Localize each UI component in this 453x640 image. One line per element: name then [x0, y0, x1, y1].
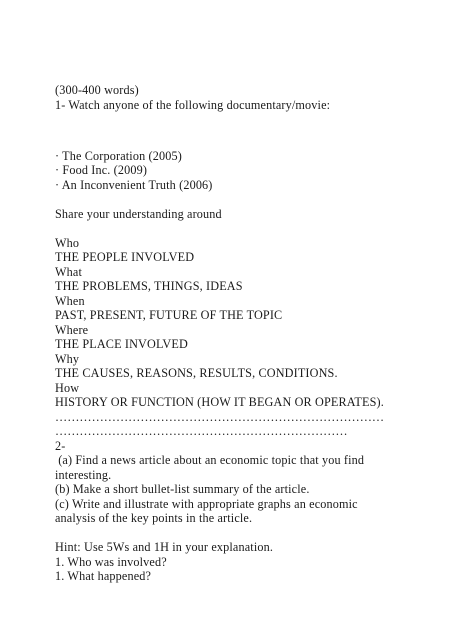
- task2-part-a: (a) Find a news article about an economic topic that you find: [55, 453, 365, 467]
- question-label: When: [55, 293, 85, 308]
- task2-part-c-cont: analysis of the key points in the article.: [55, 511, 253, 525]
- task2-part-b: (b) Make a short bullet-list summary of the article.: [55, 482, 310, 496]
- film-list: [55, 149, 425, 193]
- question-detail: HISTORY OR FUNCTION (HOW IT BEGAN OR OPERATES).: [55, 395, 384, 409]
- task2-heading: 2-: [55, 438, 66, 453]
- separator-dots: ………………………………………………………………………: [55, 409, 385, 424]
- question-detail: THE CAUSES, REASONS, RESULTS, CONDITIONS.: [55, 366, 338, 380]
- spacer: [55, 112, 425, 134]
- question-detail: THE PEOPLE INVOLVED: [55, 250, 195, 264]
- document-body: [55, 83, 425, 584]
- question-label: What: [55, 264, 82, 279]
- question-detail: THE PROBLEMS, THINGS, IDEAS: [55, 279, 243, 293]
- task1-heading: 1- Watch anyone of the following documentary/movie:: [55, 97, 331, 112]
- question-list: [55, 236, 425, 410]
- hint-text: Hint: Use 5Ws and 1H in your explanation.: [55, 540, 274, 554]
- task2-part-a-cont: interesting.: [55, 467, 112, 482]
- question-label: Why: [55, 351, 80, 366]
- hint-item: 1. What happened?: [55, 569, 152, 583]
- question-label: How: [55, 380, 80, 395]
- question-label: Who: [55, 235, 80, 250]
- share-prompt: Share your understanding around: [55, 206, 222, 221]
- film-item: · Food Inc. (2009): [55, 163, 148, 177]
- spacer: [55, 134, 425, 149]
- question-detail: THE PLACE INVOLVED: [55, 337, 188, 351]
- film-item: · The Corporation (2005): [55, 148, 182, 163]
- task2-part-c: (c) Write and illustrate with appropriate graphs an economic: [55, 496, 358, 511]
- question-label: Where: [55, 322, 89, 337]
- spacer: [55, 526, 425, 541]
- spacer: [55, 221, 425, 236]
- film-item: · An Inconvenient Truth (2006): [55, 177, 213, 192]
- question-detail: PAST, PRESENT, FUTURE OF THE TOPIC: [55, 308, 283, 322]
- spacer: [55, 192, 425, 207]
- separator-dots: ………………………………………………………………: [55, 424, 348, 438]
- word-count: (300-400 words): [55, 83, 139, 97]
- hint-item: 1. Who was involved?: [55, 554, 167, 569]
